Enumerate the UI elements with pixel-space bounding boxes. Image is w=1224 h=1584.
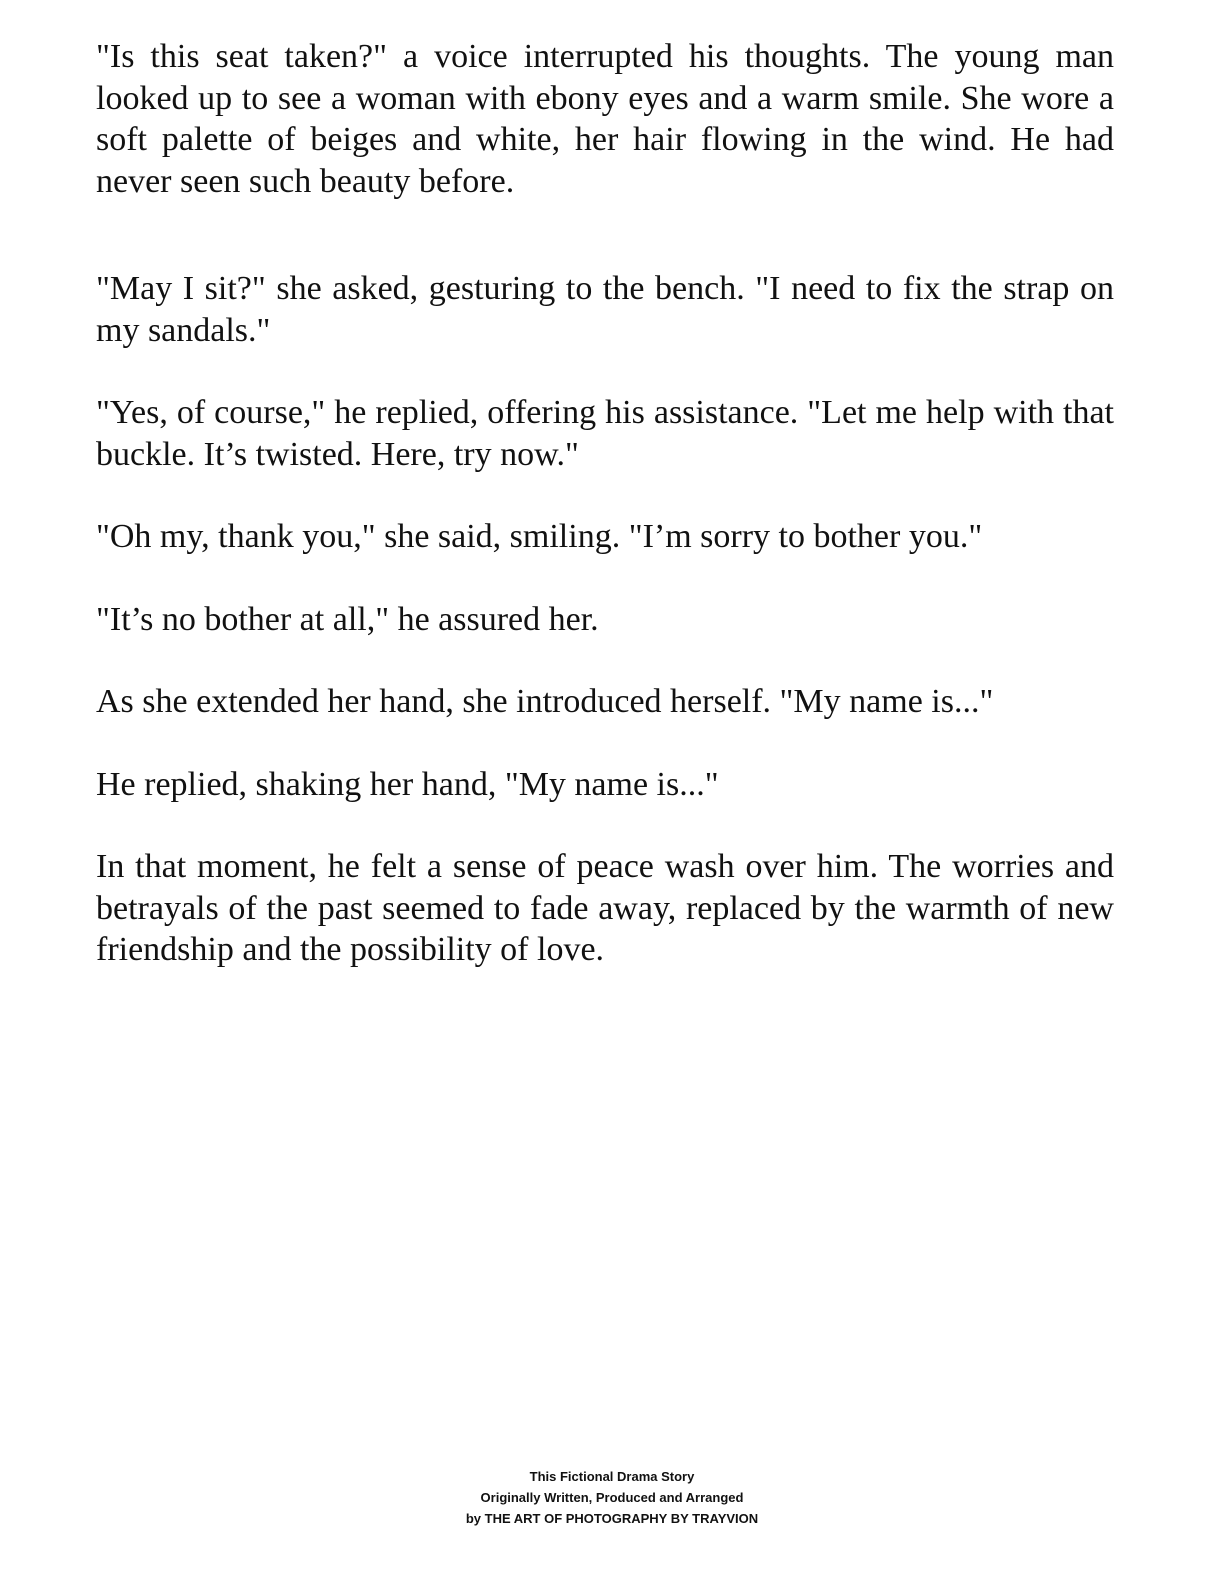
story-paragraph: In that moment, he felt a sense of peace wash over him. The worries and betrayals of the past seemed to fade away, replaced by the warmth of new friendship and the possibility of love. bbox=[96, 848, 1114, 968]
story-paragraph: As she extended her hand, she introduced herself. "My name is..." bbox=[96, 683, 994, 720]
story-paragraph: "Yes, of course," he replied, offering his assistance. "Let me help with that buckle. It’s twisted. Here, try now." bbox=[96, 394, 1114, 473]
story-paragraph: "Oh my, thank you," she said, smiling. "I’m sorry to bother you." bbox=[96, 518, 983, 555]
credits-footer bbox=[0, 1466, 1224, 1529]
story-paragraph: "Is this seat taken?" a voice interrupted his thoughts. The young man looked up to see a woman with ebony eyes and a warm smile. She wore a soft palette of beiges and white, her hair flowing in the wind. He had never seen such beauty before. bbox=[96, 38, 1114, 200]
story-paragraph: "May I sit?" she asked, gesturing to the bench. "I need to fix the strap on my sandals." bbox=[96, 270, 1114, 349]
story-text bbox=[96, 36, 1114, 971]
credits-line: by THE ART OF PHOTOGRAPHY BY TRAYVION bbox=[465, 1511, 759, 1526]
story-paragraph: He replied, shaking her hand, "My name is..." bbox=[96, 765, 719, 803]
story-paragraph: "It’s no bother at all," he assured her. bbox=[96, 600, 599, 638]
credits-line: Originally Written, Produced and Arranged bbox=[480, 1490, 744, 1505]
credits-line: This Fictional Drama Story bbox=[529, 1469, 695, 1484]
